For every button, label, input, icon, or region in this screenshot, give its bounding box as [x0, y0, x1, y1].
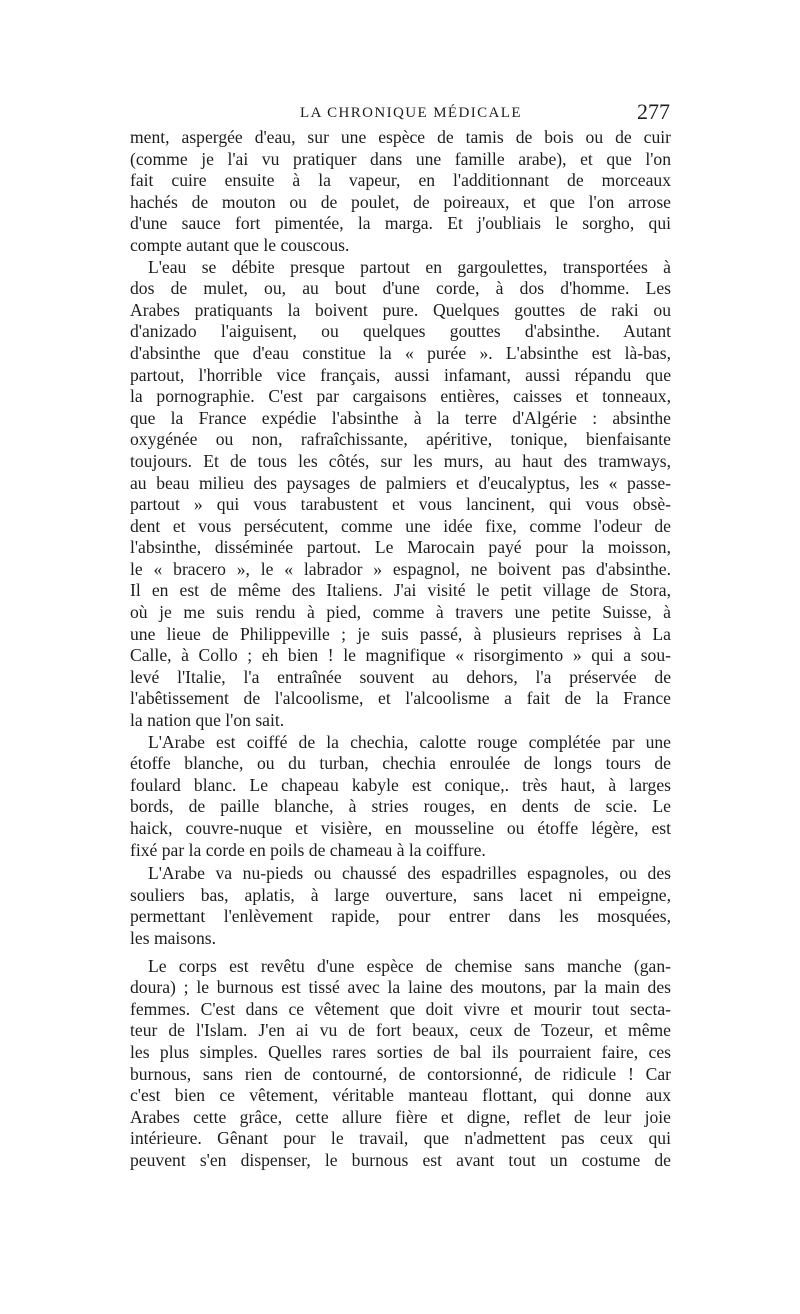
text-line: intérieure. Gênant pour le travail, que n'admettent pas ceux qui	[130, 1128, 671, 1149]
text-line: (comme je l'ai vu pratiquer dans une famille arabe), et que l'on	[130, 148, 671, 169]
text-line: fait cuire ensuite à la vapeur, en l'additionnant de morceaux	[130, 170, 671, 191]
text-line: c'est bien ce vêtement, véritable manteau flottant, qui donne aux	[130, 1085, 671, 1106]
text-line: le « bracero », le « labrador » espagnol, ne boivent pas d'absinthe.	[130, 558, 671, 579]
text-line: levé l'Italie, l'a entraînée souvent au dehors, l'a préservée de	[130, 666, 671, 687]
text-line: une lieue de Philippeville ; je suis passé, à plusieurs reprises à La	[130, 623, 671, 644]
text-line: souliers bas, aplatis, à large ouverture, sans lacet ni empeigne,	[130, 884, 671, 905]
text-line: compte autant que le couscous.	[130, 234, 350, 255]
text-line: L'Arabe est coiffé de la chechia, calotte rouge complétée par une	[148, 731, 671, 752]
text-line: Il en est de même des Italiens. J'ai visité le petit village de Stora,	[130, 580, 671, 601]
text-line: d'une sauce fort pimentée, la marga. Et j'oubliais le sorgho, qui	[130, 213, 671, 234]
page-header	[130, 99, 670, 127]
text-line: bords, de paille blanche, à stries rouges, en dents de scie. Le	[130, 796, 671, 817]
text-line: peuvent s'en dispenser, le burnous est avant tout un costume de	[130, 1149, 671, 1170]
text-line: oxygénée ou non, rafraîchissante, apéritive, tonique, bienfaisante	[130, 429, 671, 450]
text-line: la nation que l'on sait.	[130, 710, 285, 731]
text-line: Arabes cette grâce, cette allure fière et digne, reflet de leur joie	[130, 1106, 671, 1127]
text-line: d'anizado l'aiguisent, ou quelques gouttes d'absinthe. Autant	[130, 321, 671, 342]
text-line: haick, couvre-nuque et visière, en mousseline ou étoffe légère, est	[130, 818, 671, 838]
text-line: doura) ; le burnous est tissé avec la laine des moutons, par la main des	[130, 977, 671, 998]
text-line: partout » qui vous tarabustent et vous lancinent, qui vous obsè-	[130, 494, 671, 515]
text-line: où je me suis rendu à pied, comme à travers une petite Suisse, à	[130, 602, 671, 623]
text-line: burnous, sans rien de contourné, de contorsionné, de ridicule ! Car	[130, 1063, 671, 1084]
text-line: fixé par la corde en poils de chameau à la coiffure.	[130, 839, 486, 860]
text-line: Le corps est revêtu d'une espèce de chemise sans manche (gan-	[148, 955, 671, 976]
text-line: teur de l'Islam. J'en ai vu de fort beaux, ceux de Tozeur, et même	[130, 1020, 671, 1041]
running-title: LA CHRONIQUE MÉDICALE	[300, 105, 522, 121]
page-number: 277	[637, 99, 670, 124]
text-line: L'Arabe va nu-pieds ou chaussé des espadrilles espagnoles, ou des	[148, 863, 671, 884]
text-line: toujours. Et de tous les côtés, sur les murs, au haut des tramways,	[130, 450, 671, 471]
text-line: étoffe blanche, ou du turban, chechia enroulée de longs tours de	[130, 753, 671, 774]
text-line: les plus simples. Quelles rares sorties de bal ils pourraient faire, ces	[130, 1041, 671, 1062]
text-line: Calle, à Collo ; eh bien ! le magnifique « risorgimento » qui a sou-	[130, 645, 671, 666]
text-line: partout, l'horrible vice français, aussi infamant, aussi répandu que	[130, 364, 671, 385]
text-line: femmes. C'est dans ce vêtement que doit vivre et mourir tout secta-	[130, 998, 671, 1019]
text-line: que la France expédie l'absinthe à la terre d'Algérie : absinthe	[130, 407, 671, 428]
text-line: dos de mulet, ou, au bout d'une corde, à dos d'homme. Les	[130, 278, 671, 299]
text-line: l'abêtissement de l'alcoolisme, et l'alcoolisme a fait de la France	[130, 688, 671, 709]
text-line: permettant l'enlèvement rapide, pour entrer dans les mosquées,	[130, 906, 671, 927]
text-line: l'absinthe, disséminée partout. Le Marocain payé pour la moisson,	[130, 537, 671, 558]
text-line: la pornographie. C'est par cargaisons entières, caisses et tonneaux,	[130, 386, 671, 407]
text-line: ment, aspergée d'eau, sur une espèce de tamis de bois ou de cuir	[130, 127, 671, 147]
text-line: d'absinthe que d'eau constitue la « purée ». L'absinthe est là-bas,	[130, 342, 671, 363]
text-line: foulard blanc. Le chapeau kabyle est conique,. très haut, à larges	[130, 774, 671, 795]
text-line: au beau milieu des paysages de palmiers et d'eucalyptus, les « passe-	[130, 472, 671, 493]
text-line: Arabes pratiquants la boivent pure. Quelques gouttes de raki ou	[130, 299, 671, 320]
body-text	[130, 127, 671, 1172]
text-line: hachés de mouton ou de poulet, de poireaux, et que l'on arrose	[130, 191, 671, 212]
text-line: L'eau se débite presque partout en gargoulettes, transportées à	[148, 256, 671, 277]
text-line: les maisons.	[130, 927, 217, 948]
text-line: dent et vous persécutent, comme une idée fixe, comme l'odeur de	[130, 515, 671, 536]
